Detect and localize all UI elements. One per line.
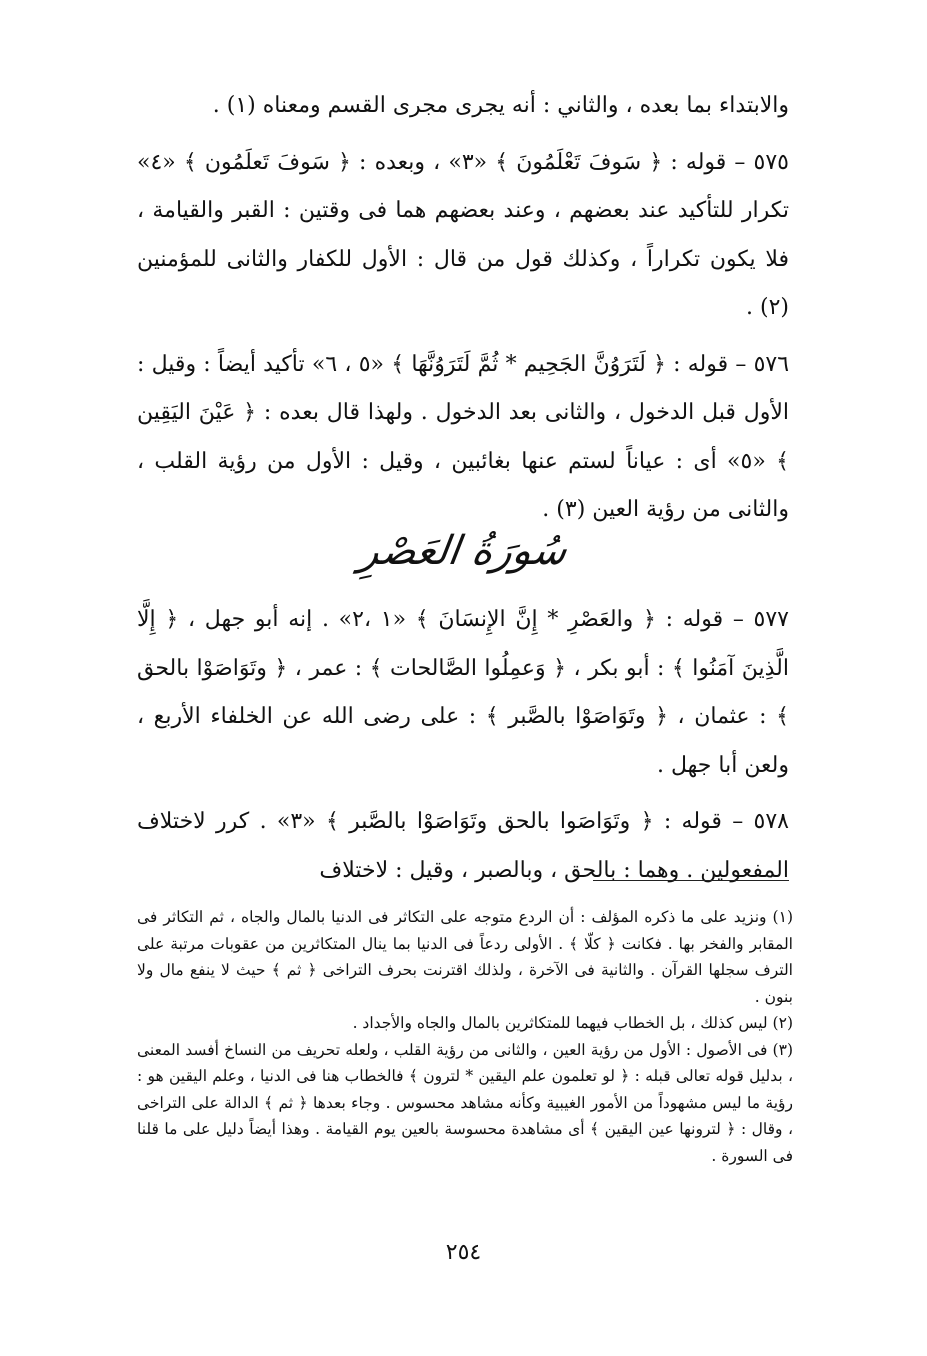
paragraph-578: ٥٧٨ – قوله : ﴿ وتَوَاصَوا بالحق وتَوَاصَوْا بالصَّبر ﴾ «٣» . كرر لاختلاف المفعولين . وهما : بالحق ، وبالصبر ، وقيل : لاختلاف xyxy=(137,809,789,883)
footnote-1: (١) ونزيد على ما ذكره المؤلف : أن الردع متوجه على التكاثر فى الدنيا بالمال والجاه ، ثم التكاثر فى المقابر والفخر بها . فكانت ﴿ كلّا ﴾ . الأولى ردعاً فى الدنيا بما ينال المتكاثرين من عقوبات مرتبة على الترف سجلها القرآن . والثانية فى الآخرة ، ولذلك اقترنت بحرف التراخى ﴿ ثم ﴾ حيث لا ينفع مال ولا بنون . xyxy=(137,908,793,1006)
paragraph-575: ٥٧٥ – قوله : ﴿ سَوفَ تَعْلَمُونَ ﴾ «٣» ، وبعده : ﴿ سَوفَ تَعلَمُون ﴾ «٤» تكرار للتأكيد عند بعضهم ، وعند بعضهم هما فى وقتين : القبر والقيامة ، فلا يكون تكراراً ، وكذلك قول من قال : الأول للكفار والثانى للمؤمنين (٢) . xyxy=(137,149,789,320)
surah-title-text: سُورَةُ العَصْرِ xyxy=(357,528,570,574)
footnote-3: (٣) فى الأصول : الأول من رؤية العين ، والثانى من رؤية القلب ، ولعله تحريف من النساخ أفسد المعنى ، بدليل قوله تعالى قبله : ﴿ لو تعلمون علم اليقين * لترون ﴾ فالخطاب هنا فى الدنيا ، وعلم اليقين هو : رؤية ما ليس مشهوداً من الأمور الغيبية وكأنه مشاهد محسوس . وجاء بعدها ﴿ ثم ﴾ الدالة على التراخى ، وقال : ﴿ لترونها عين اليقين ﴾ أى مشاهدة محسوسة بالعين يوم القيامة . وهذا أيضاً دليل على ما قلنا فى السورة . xyxy=(137,1040,793,1165)
footnote-2: (٢) ليس كذلك ، بل الخطاب فيهما للمتكاثرين بالمال والجاه والأجداد . xyxy=(352,1014,793,1032)
surah-title xyxy=(0,528,927,588)
footnote-divider xyxy=(593,880,789,881)
main-text-continued xyxy=(137,596,789,895)
paragraph-intro: والابتداء بما بعده ، والثاني : أنه يجرى مجرى القسم ومعناه (١) . xyxy=(212,93,789,118)
paragraph-577: ٥٧٧ – قوله : ﴿ والعَصْرِ * إِنَّ الإِنسَانَ ﴾ «١ ،٢» . إنه أبو جهل ، ﴿ إِلَّا الَّذِينَ آمَنُوا ﴾ : أبو بكر ، ﴿ وَعمِلُوا الصَّالحات ﴾ : عمر ، ﴿ وتَوَاصَوْا بالحق ﴾ : عثمان ، ﴿ وتَوَاصَوْا بالصَّبر ﴾ : على رضى الله عن الخلفاء الأربع ، ولعن أبا جهل . xyxy=(137,607,789,778)
footnotes xyxy=(137,904,793,1169)
page-number: ٢٥٤ xyxy=(445,1240,482,1265)
main-text xyxy=(137,82,789,535)
paragraph-576: ٥٧٦ – قوله : ﴿ لَتَرَوُنَّ الجَحِيم * ثُمَّ لَتَرَوُنَّهَا ﴾ «٥ ، ٦» تأكيد أيضاً : وقيل : الأول قبل الدخول ، والثانى بعد الدخول . ولهذا قال بعده : ﴿ عَيْنَ اليَقِين ﴾ «٥» أى : عياناً لستم عنها بغائبين ، وقيل : الأول من رؤية القلب ، والثانى من رؤية العين (٣) . xyxy=(137,351,790,522)
